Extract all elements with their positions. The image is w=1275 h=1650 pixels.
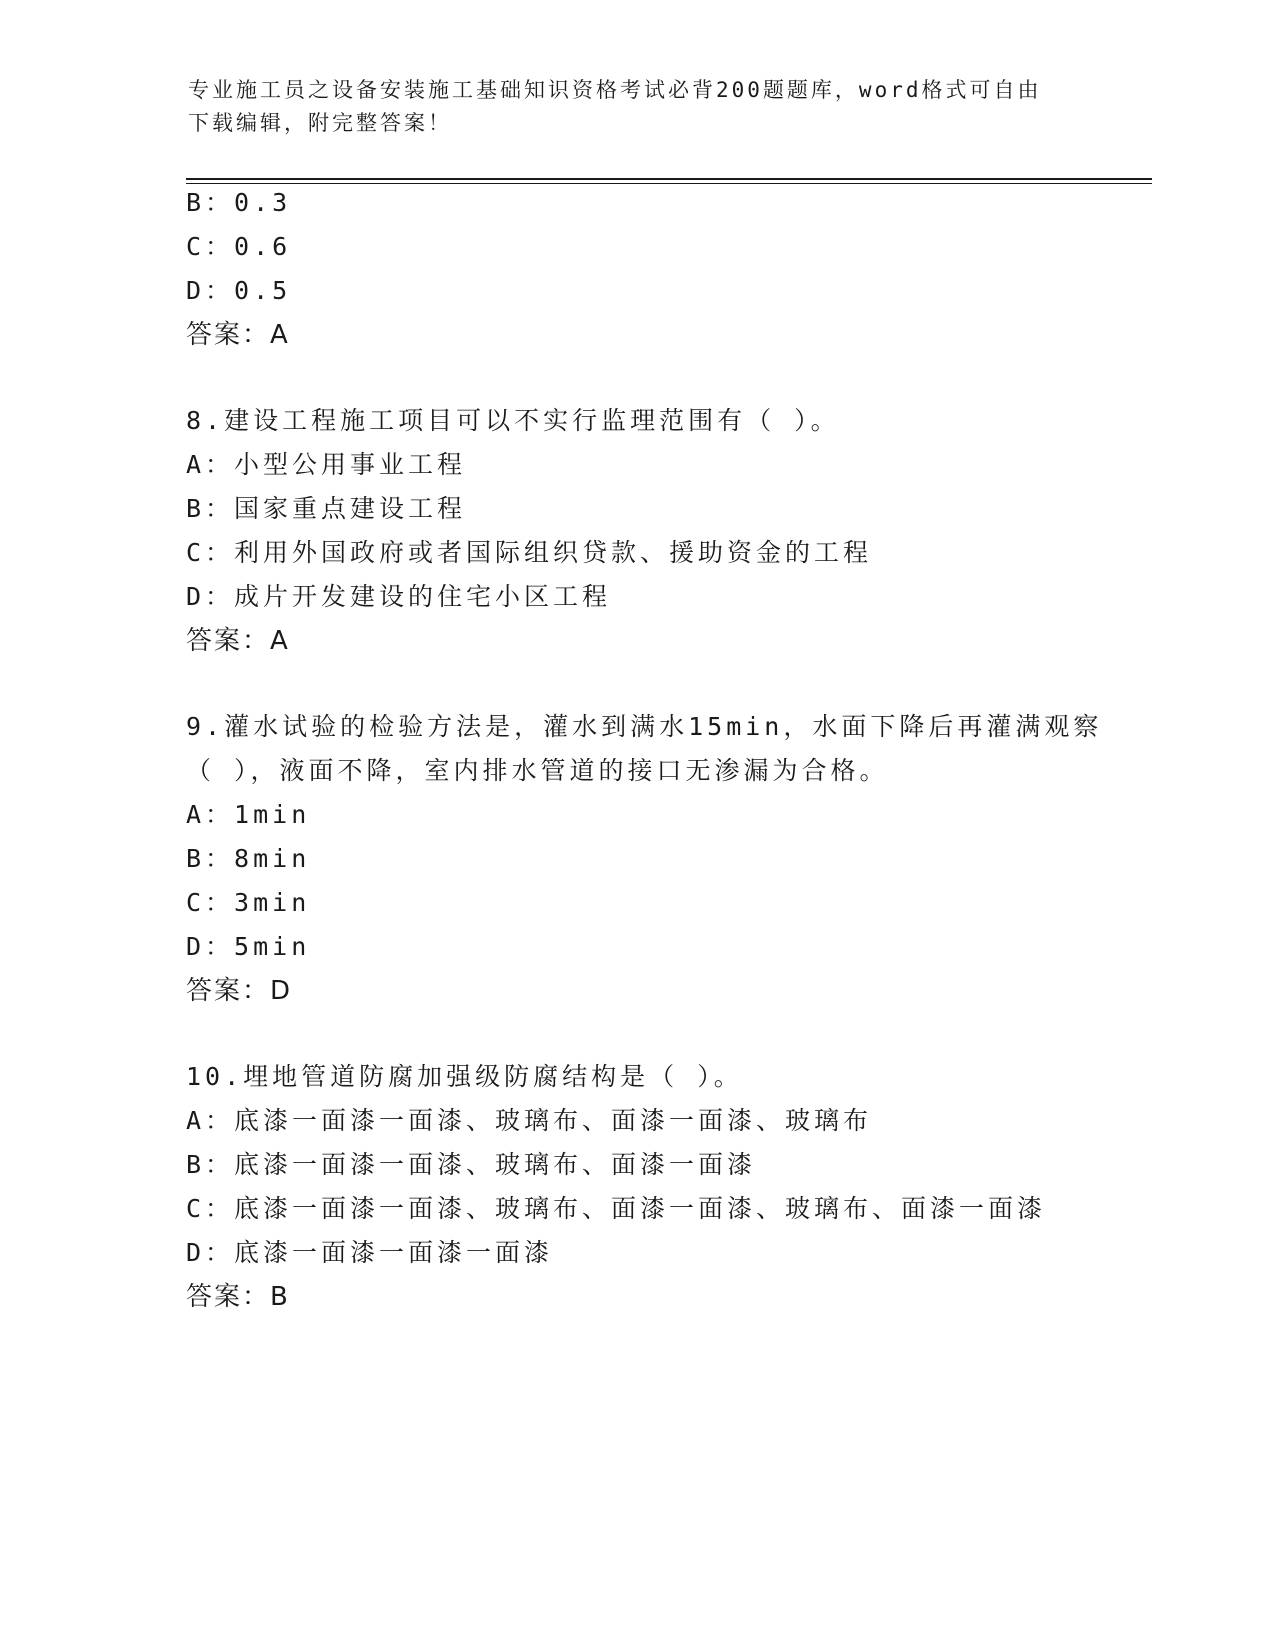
- prev-option-b: B：0.3: [186, 188, 292, 217]
- document-header: [188, 74, 1088, 140]
- prev-option-c: C：0.6: [186, 232, 292, 261]
- header-divider: [186, 178, 1152, 184]
- q8-answer: 答案：A: [186, 626, 290, 656]
- q8-option-b: B：国家重点建设工程: [186, 494, 467, 523]
- q8-stem: 8.建设工程施工项目可以不实行监理范围有（ ）。: [186, 406, 840, 435]
- q10-option-c: C：底漆一面漆一面漆、玻璃布、面漆一面漆、玻璃布、面漆一面漆: [186, 1194, 1047, 1223]
- q8-option-c: C：利用外国政府或者国际组织贷款、援助资金的工程: [186, 538, 873, 567]
- q10-option-a: A：底漆一面漆一面漆、玻璃布、面漆一面漆、玻璃布: [186, 1106, 873, 1135]
- q9-option-d: D：5min: [186, 932, 311, 961]
- header-line-2: 下载编辑，附完整答案！: [188, 111, 452, 135]
- q8-option-d: D：成片开发建设的住宅小区工程: [186, 582, 612, 611]
- header-line-1: 专业施工员之设备安装施工基础知识资格考试必背200题题库，word格式可自由: [188, 78, 1042, 102]
- q9-option-b: B：8min: [186, 844, 311, 873]
- q10-option-d: D：底漆一面漆一面漆一面漆: [186, 1238, 554, 1267]
- q9-option-c: C：3min: [186, 888, 311, 917]
- q9-stem-line-2: （ ），液面不降，室内排水管道的接口无渗漏为合格。: [186, 756, 889, 785]
- q9-option-a: A：1min: [186, 800, 311, 829]
- q10-stem: 10.埋地管道防腐加强级防腐结构是（ ）。: [186, 1062, 743, 1091]
- prev-option-d: D：0.5: [186, 276, 292, 305]
- q9-stem-line-1: 9.灌水试验的检验方法是，灌水到满水15min，水面下降后再灌满观察: [186, 712, 1103, 741]
- q8-option-a: A：小型公用事业工程: [186, 450, 467, 479]
- q10-answer: 答案：B: [186, 1282, 290, 1312]
- q9-answer: 答案：D: [186, 976, 293, 1006]
- prev-answer: 答案：A: [186, 320, 290, 350]
- q10-option-b: B：底漆一面漆一面漆、玻璃布、面漆一面漆: [186, 1150, 757, 1179]
